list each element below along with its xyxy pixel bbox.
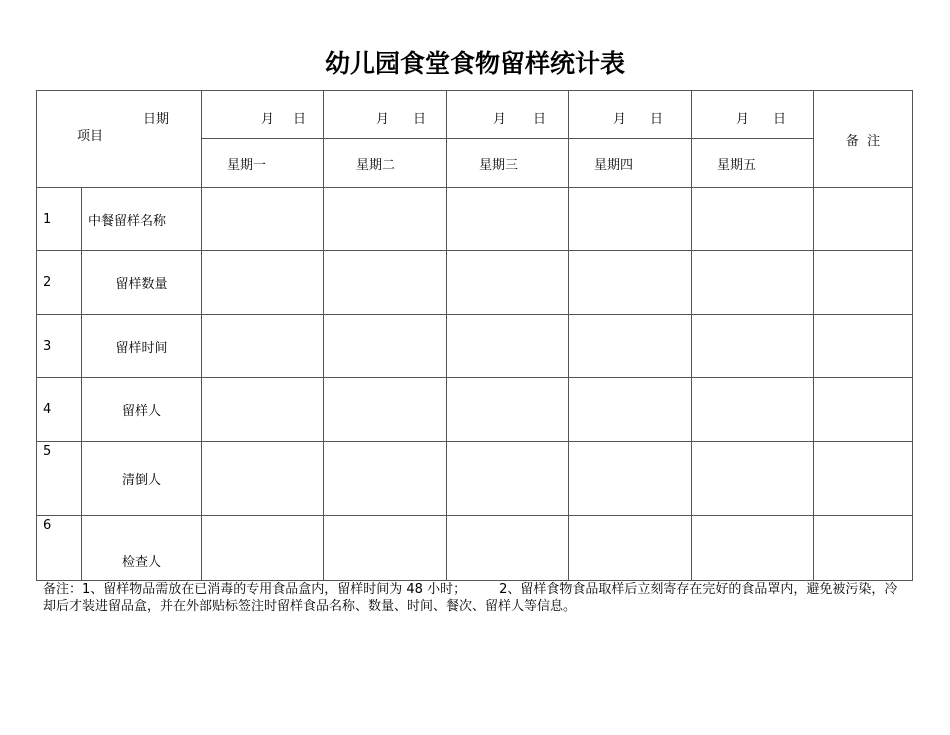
- entry-cell[interactable]: [202, 516, 324, 581]
- date-cell-mon[interactable]: [202, 91, 324, 139]
- entry-cell[interactable]: [324, 516, 447, 581]
- entry-cell[interactable]: [202, 442, 324, 516]
- table-row: [37, 442, 913, 516]
- date-cell-thu[interactable]: [569, 91, 692, 139]
- day-label: 日: [773, 112, 787, 127]
- remark-header-label: 备 注: [845, 133, 881, 149]
- remark-header: [814, 91, 913, 188]
- item-header-label: 项目: [77, 129, 104, 144]
- remark-cell[interactable]: [814, 251, 913, 315]
- weekday-label: 星期五: [717, 157, 757, 173]
- entry-cell[interactable]: [692, 251, 814, 315]
- month-label: 月: [613, 112, 627, 127]
- date-cell-fri[interactable]: [692, 91, 814, 139]
- weekday-cell: [569, 139, 692, 188]
- entry-cell[interactable]: [692, 378, 814, 442]
- entry-cell[interactable]: [447, 188, 569, 251]
- entry-cell[interactable]: [692, 315, 814, 378]
- entry-cell[interactable]: [569, 516, 692, 581]
- entry-cell[interactable]: [447, 251, 569, 315]
- weekday-label: 星期二: [356, 157, 396, 173]
- row-item-name: 留样数量: [82, 251, 202, 315]
- remark-cell[interactable]: [814, 188, 913, 251]
- weekday-label: 星期三: [479, 157, 519, 173]
- entry-cell[interactable]: [324, 378, 447, 442]
- month-label: 月: [376, 112, 390, 127]
- day-label: 日: [650, 112, 664, 127]
- remark-cell[interactable]: [814, 442, 913, 516]
- sample-statistics-table: [36, 90, 913, 581]
- entry-cell[interactable]: [202, 188, 324, 251]
- table-row: [37, 516, 913, 581]
- row-number: 2: [37, 251, 82, 315]
- weekday-cell: [202, 139, 324, 188]
- weekday-cell: [324, 139, 447, 188]
- date-cell-tue[interactable]: [324, 91, 447, 139]
- day-label: 日: [293, 112, 307, 127]
- entry-cell[interactable]: [569, 442, 692, 516]
- row-number: 1: [37, 188, 82, 251]
- page-title: 幼儿园食堂食物留样统计表: [324, 49, 625, 78]
- weekday-cell: [447, 139, 569, 188]
- header-corner-cell: [37, 91, 202, 188]
- row-item-name: 留样人: [82, 378, 202, 442]
- table-row: [37, 315, 913, 378]
- row-item-name: 留样时间: [82, 315, 202, 378]
- entry-cell[interactable]: [569, 188, 692, 251]
- day-label: 日: [533, 112, 547, 127]
- entry-cell[interactable]: [447, 378, 569, 442]
- row-item-name: 中餐留样名称: [82, 188, 202, 251]
- day-label: 日: [413, 112, 427, 127]
- footer-note: 备注：1、留样物品需放在已消毒的专用食品盒内，留样时间为 48 小时； 2、留样食物食品取样后立刻寄存在完好的食品罩内，避免被污染，冷却后才装进留品盒，并在外部贴标签注时留样食品名称、数量、时间、餐次、留样人等信息。: [43, 582, 898, 614]
- row-item-name: 清倒人: [82, 442, 202, 516]
- entry-cell[interactable]: [692, 188, 814, 251]
- entry-cell[interactable]: [447, 516, 569, 581]
- entry-cell[interactable]: [569, 251, 692, 315]
- weekday-cell: [692, 139, 814, 188]
- entry-cell[interactable]: [569, 315, 692, 378]
- entry-cell[interactable]: [447, 442, 569, 516]
- entry-cell[interactable]: [324, 315, 447, 378]
- month-label: 月: [736, 112, 750, 127]
- month-label: 月: [261, 112, 275, 127]
- entry-cell[interactable]: [324, 188, 447, 251]
- row-number: 3: [37, 315, 82, 378]
- remark-cell[interactable]: [814, 315, 913, 378]
- entry-cell[interactable]: [324, 442, 447, 516]
- weekday-label: 星期四: [594, 157, 634, 173]
- table-row: [37, 188, 913, 251]
- row-item-name: 检查人: [82, 516, 202, 581]
- row-number: 5: [37, 442, 82, 516]
- date-header-label: 日期: [143, 112, 170, 127]
- entry-cell[interactable]: [202, 251, 324, 315]
- table-row: [37, 251, 913, 315]
- row-number: 4: [37, 378, 82, 442]
- entry-cell[interactable]: [692, 442, 814, 516]
- weekday-label: 星期一: [227, 157, 267, 173]
- row-number: 6: [37, 516, 82, 581]
- entry-cell[interactable]: [202, 378, 324, 442]
- entry-cell[interactable]: [324, 251, 447, 315]
- date-cell-wed[interactable]: [447, 91, 569, 139]
- entry-cell[interactable]: [202, 315, 324, 378]
- remark-cell[interactable]: [814, 378, 913, 442]
- entry-cell[interactable]: [692, 516, 814, 581]
- entry-cell[interactable]: [569, 378, 692, 442]
- remark-cell[interactable]: [814, 516, 913, 581]
- month-label: 月: [493, 112, 507, 127]
- entry-cell[interactable]: [447, 315, 569, 378]
- table-row: [37, 378, 913, 442]
